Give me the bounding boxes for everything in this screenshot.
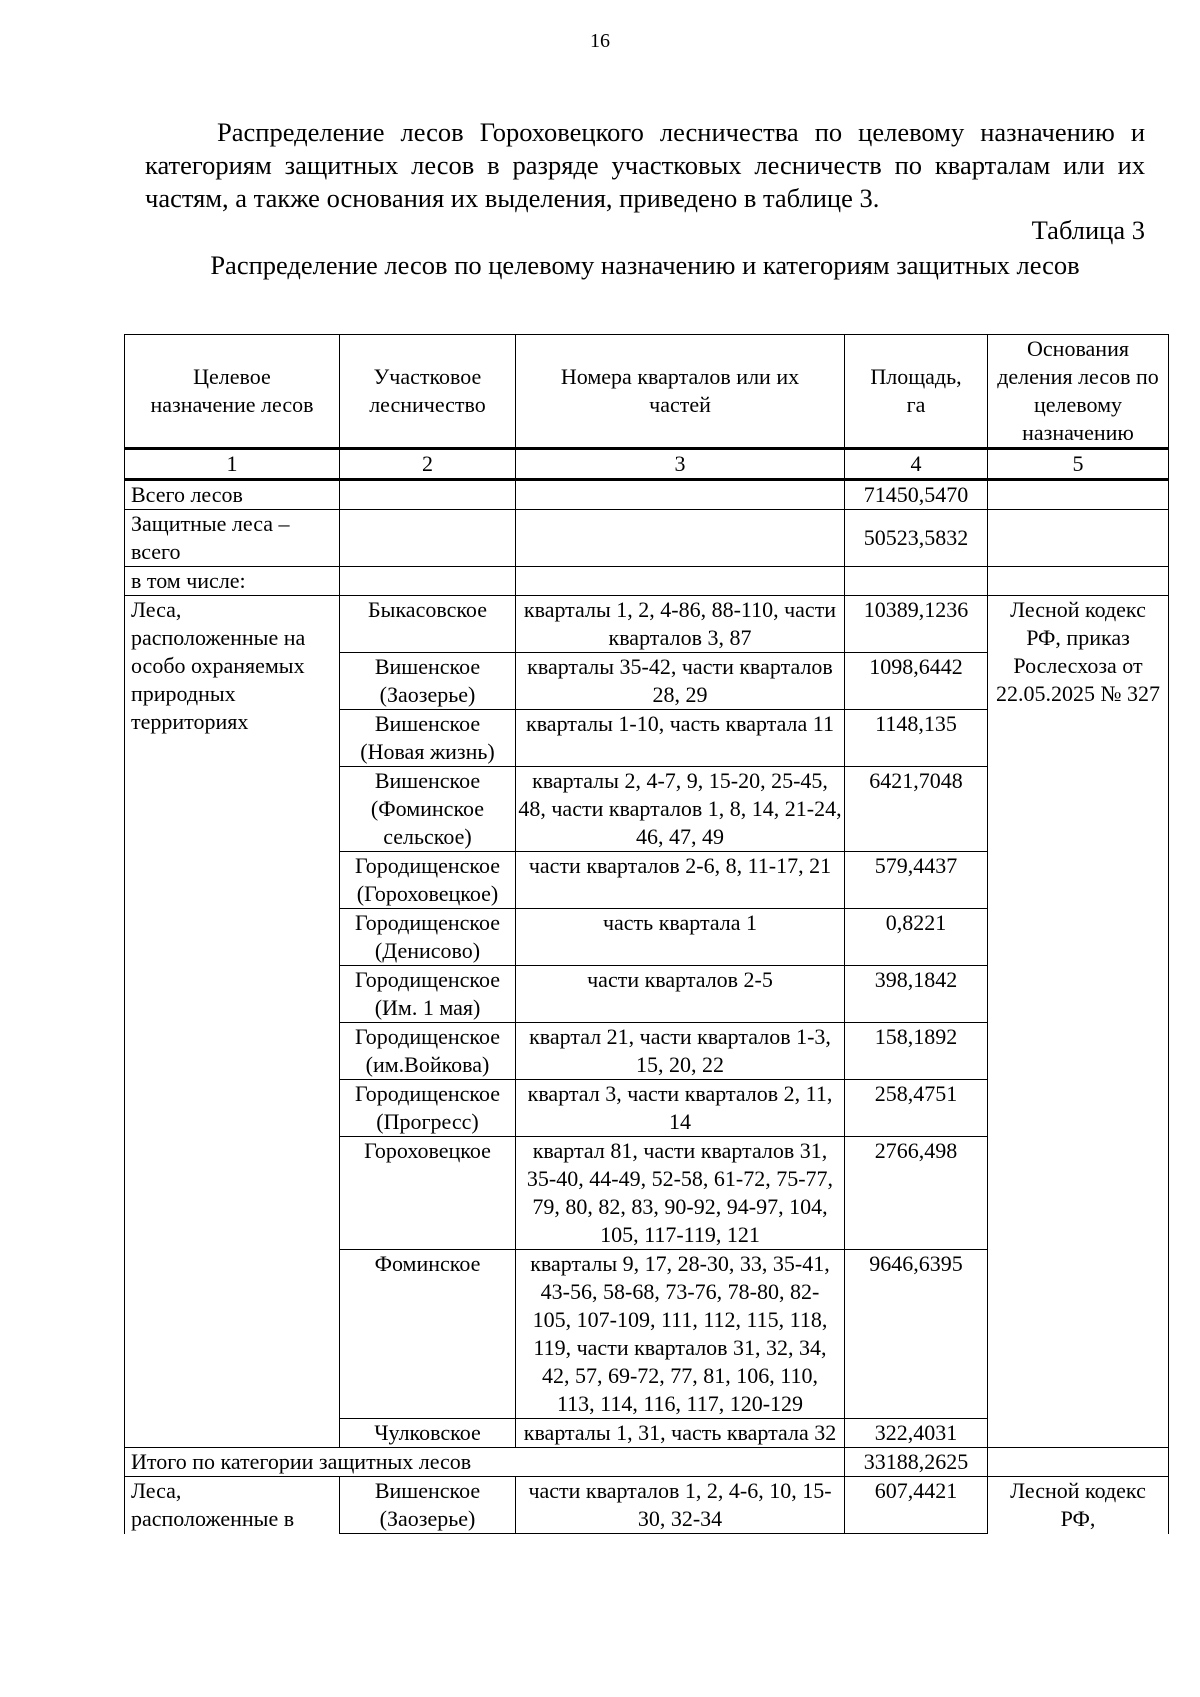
district-cell: Городищенское (Им. 1 мая) [340,966,516,1023]
total-all-value: 71450,5470 [845,480,988,510]
area-cell: 6421,7048 [845,767,988,852]
district-cell: Быкасовское [340,596,516,653]
area-cell: 1098,6442 [845,653,988,710]
district-cell: Чулковское [340,1419,516,1448]
total-all-label: Всего лесов [125,480,340,510]
total-protective-value: 50523,5832 [845,510,988,567]
intro-paragraph: Распределение лесов Гороховецкого лесничества по целевому назначению и категориям защитных лесов в разряде участковых лесничеств по кварталам или их частям, а также основания их выделения, приведено в таблице 3. [145,117,1145,213]
district-cell: Вишенское (Фоминское сельское) [340,767,516,852]
table-row [125,1477,1169,1534]
col-number-4: 4 [845,449,988,480]
quarters-cell: квартал 3, части кварталов 2, 11, 14 [516,1080,845,1137]
quarters-cell: часть квартала 1 [516,909,845,966]
column-number-row [125,449,1169,480]
quarters-cell: кварталы 1, 31, часть квартала 32 [516,1419,845,1448]
district-cell: Вишенское (Новая жизнь) [340,710,516,767]
area-cell: 258,4751 [845,1080,988,1137]
district-cell: Городищенское (Прогресс) [340,1080,516,1137]
quarters-cell: части кварталов 2-5 [516,966,845,1023]
subtotal-row [125,1448,1169,1477]
page-number: 16 [590,30,610,52]
area-cell: 9646,6395 [845,1250,988,1419]
total-all-row [125,480,1169,510]
col-number-3: 3 [516,449,845,480]
district-cell: Вишенское (Заозерье) [340,1477,516,1534]
district-cell: Гороховецкое [340,1137,516,1250]
table-title: Распределение лесов по целевому назначению и категориям защитных лесов [210,250,1080,280]
district-cell: Городищенское (им.Войкова) [340,1023,516,1080]
quarters-cell: кварталы 9, 17, 28-30, 33, 35-41, 43-56, 58-68, 73-76, 78-80, 82-105, 107-109, 111, 112, 115, 118, 119, части кварталов 31, 32, 34, 42, 57, 69-72, 77, 81, 106, 110, 113, 114, 116, 117, 120-129 [516,1250,845,1419]
table-row [125,596,1169,653]
header-quarters: Номера кварталов или их частей [516,335,845,449]
including-row [125,567,1169,596]
area-cell: 10389,1236 [845,596,988,653]
header-purpose: Целевое назначение лесов [125,335,340,449]
area-cell: 0,8221 [845,909,988,966]
area-cell: 2766,498 [845,1137,988,1250]
quarters-cell: части кварталов 2-6, 8, 11-17, 21 [516,852,845,909]
district-cell: Городищенское (Гороховецкое) [340,852,516,909]
area-cell: 158,1892 [845,1023,988,1080]
area-cell: 322,4031 [845,1419,988,1448]
including-label: в том числе: [125,567,340,596]
area-cell: 1148,135 [845,710,988,767]
quarters-cell: части кварталов 1, 2, 4-6, 10, 15-30, 32-34 [516,1477,845,1534]
group2-basis: Лесной кодекс РФ, [988,1477,1169,1534]
subtotal-label: Итого по категории защитных лесов [125,1448,845,1477]
quarters-cell: кварталы 2, 4-7, 9, 15-20, 25-45, 48, части кварталов 1, 8, 14, 21-24, 46, 47, 49 [516,767,845,852]
subtotal-value: 33188,2625 [845,1448,988,1477]
col-number-5: 5 [988,449,1169,480]
group2-purpose: Леса, расположенные в [125,1477,340,1534]
quarters-cell: кварталы 35-42, части кварталов 28, 29 [516,653,845,710]
table-label: Таблица 3 [1031,215,1145,245]
quarters-cell: кварталы 1, 2, 4-86, 88-110, части кварталов 3, 87 [516,596,845,653]
col-number-1: 1 [125,449,340,480]
group1-basis: Лесной кодекс РФ, приказ Рослесхоза от 22.05.2025 № 327 [988,596,1169,1448]
quarters-cell: квартал 21, части кварталов 1-3, 15, 20, 22 [516,1023,845,1080]
area-cell: 607,4421 [845,1477,988,1534]
area-cell: 579,4437 [845,852,988,909]
header-area: Площадь, га [845,335,988,449]
header-basis: Основания деления лесов по целевому назначению [988,335,1169,449]
district-cell: Фоминское [340,1250,516,1419]
quarters-cell: кварталы 1-10, часть квартала 11 [516,710,845,767]
quarters-cell: квартал 81, части кварталов 31, 35-40, 44-49, 52-58, 61-72, 75-77, 79, 80, 82, 83, 90-92, 94-97, 104, 105, 117-119, 121 [516,1137,845,1250]
area-cell: 398,1842 [845,966,988,1023]
district-cell: Городищенское (Денисово) [340,909,516,966]
total-protective-label: Защитные леса – всего [125,510,340,567]
forest-distribution-table [124,334,1169,1534]
col-number-2: 2 [340,449,516,480]
group1-purpose: Леса, расположенные на особо охраняемых природных территориях [125,596,340,1448]
total-protective-row [125,510,1169,567]
district-cell: Вишенское (Заозерье) [340,653,516,710]
header-row [125,335,1169,449]
header-district: Участковое лесничество [340,335,516,449]
